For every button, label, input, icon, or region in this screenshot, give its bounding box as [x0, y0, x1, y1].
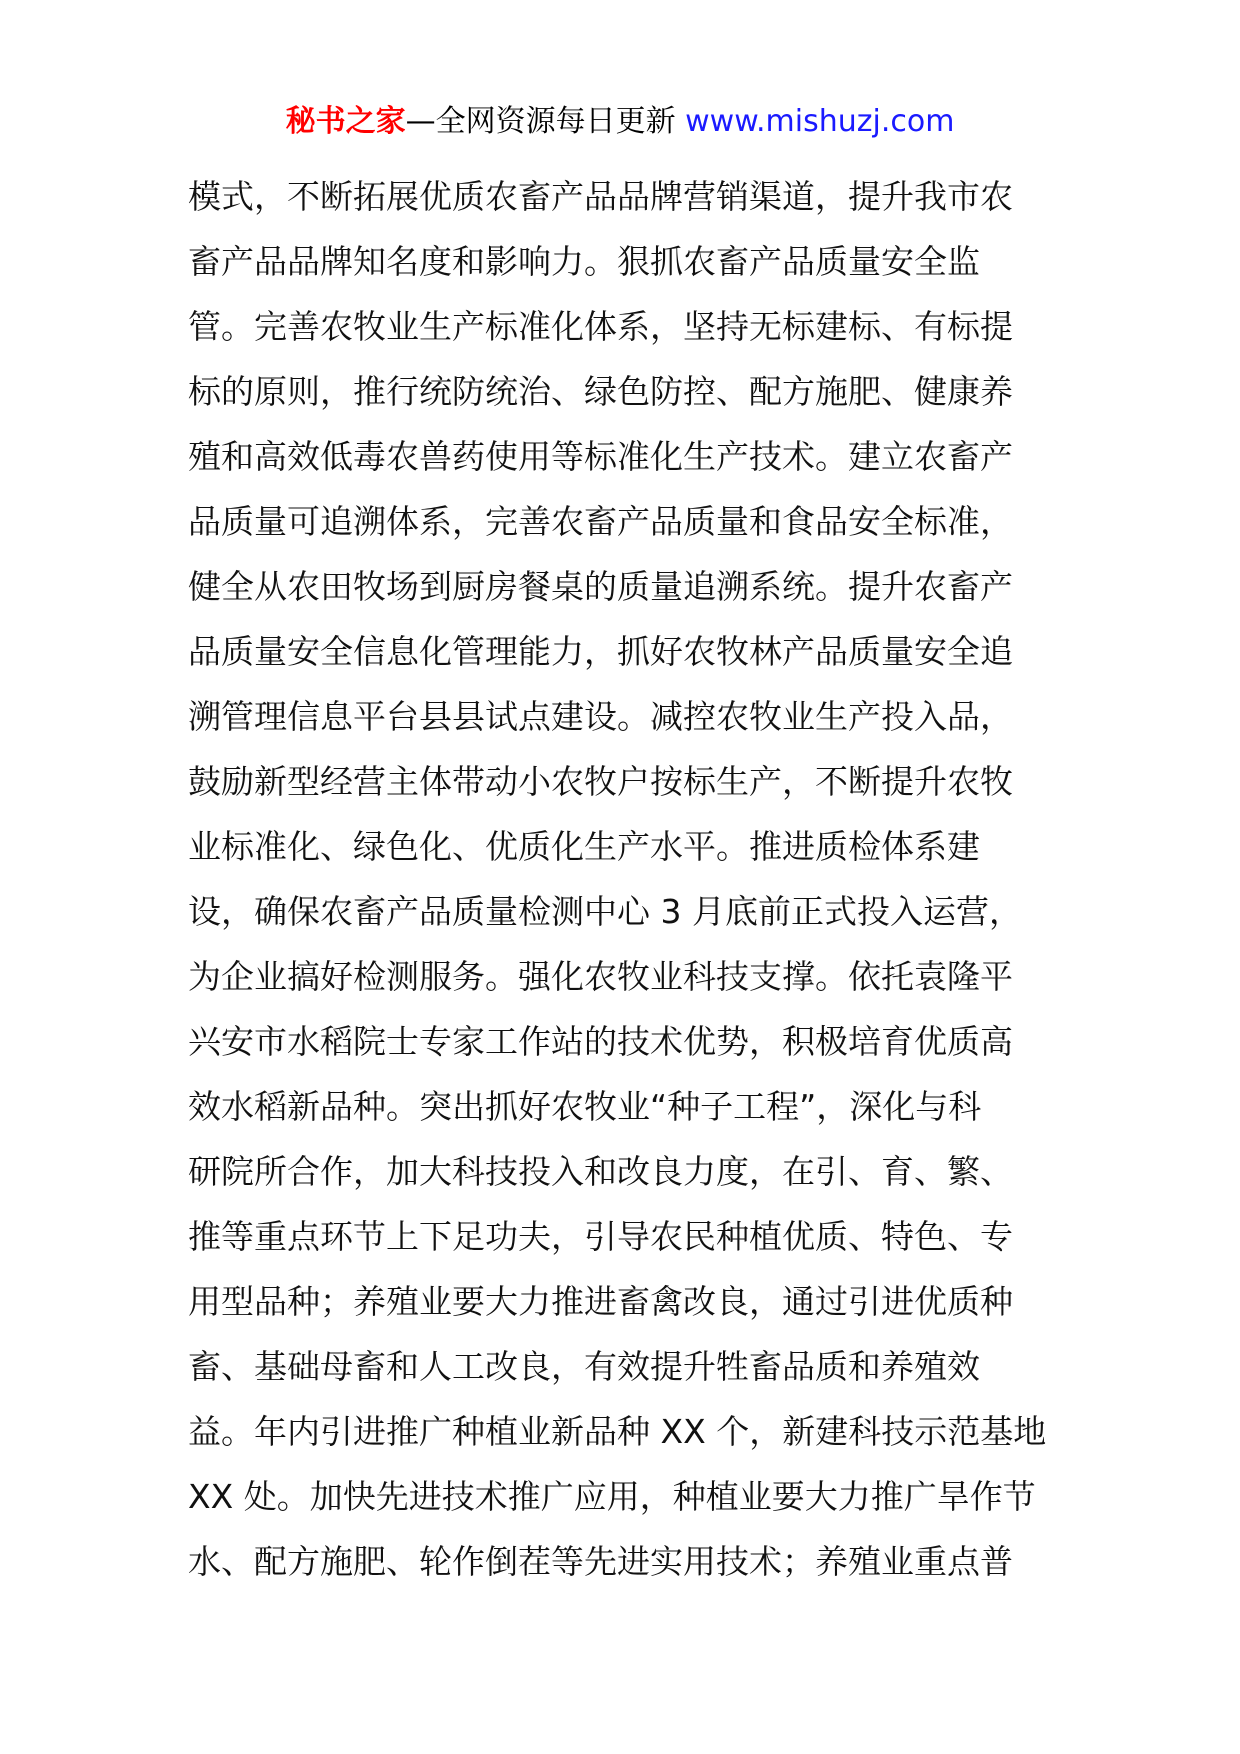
body-line: 畜产品品牌知名度和影响力。狠抓农畜产品质量安全监 — [188, 242, 980, 281]
body-line: 水、配方施肥、轮作倒茬等先进实用技术；养殖业重点普 — [188, 1542, 1013, 1581]
body-line: 为企业搞好检测服务。强化农牧业科技支撑。依托袁隆平 — [188, 957, 1013, 996]
body-line: 兴安市水稻院士专家工作站的技术优势，积极培育优质高 — [188, 1022, 1013, 1061]
site-tagline: —全网资源每日更新 — [405, 104, 686, 139]
body-line: 研院所合作，加大科技投入和改良力度，在引、育、繁、 — [188, 1152, 1013, 1191]
body-line: 品质量可追溯体系，完善农畜产品质量和食品安全标准， — [188, 502, 1013, 541]
body-line: XX 处。加快先进技术推广应用，种植业要大力推广旱作节 — [188, 1477, 1036, 1516]
site-header — [0, 100, 1240, 144]
body-line: 鼓励新型经营主体带动小农牧户按标生产，不断提升农牧 — [188, 762, 1013, 801]
body-line: 品质量安全信息化管理能力，抓好农牧林产品质量安全追 — [188, 632, 1013, 671]
site-brand: 秘书之家 — [285, 104, 406, 139]
body-line: 益。年内引进推广种植业新品种 XX 个，新建科技示范基地 — [188, 1412, 1047, 1451]
body-line: 用型品种；养殖业要大力推进畜禽改良，通过引进优质种 — [188, 1282, 1013, 1321]
site-url: www.mishuzj.com — [685, 104, 955, 139]
body-line: 畜、基础母畜和人工改良，有效提升牲畜品质和养殖效 — [188, 1347, 980, 1386]
body-line: 模式，不断拓展优质农畜产品品牌营销渠道，提升我市农 — [188, 177, 1013, 216]
body-line: 推等重点环节上下足功夫，引导农民种植优质、特色、专 — [188, 1217, 1013, 1256]
body-line: 健全从农田牧场到厨房餐桌的质量追溯系统。提升农畜产 — [188, 567, 1013, 606]
body-line: 溯管理信息平台县县试点建设。减控农牧业生产投入品， — [188, 697, 1013, 736]
body-line: 管。完善农牧业生产标准化体系，坚持无标建标、有标提 — [188, 307, 1013, 346]
body-line: 殖和高效低毒农兽药使用等标准化生产技术。建立农畜产 — [188, 437, 1013, 476]
body-line: 效水稻新品种。突出抓好农牧业“种子工程”，深化与科 — [188, 1087, 982, 1126]
body-line: 设，确保农畜产品质量检测中心 3 月底前正式投入运营， — [188, 892, 1022, 931]
body-line: 业标准化、绿色化、优质化生产水平。推进质检体系建 — [188, 827, 980, 866]
body-line: 标的原则，推行统防统治、绿色防控、配方施肥、健康养 — [188, 372, 1013, 411]
document-body — [188, 164, 1068, 1594]
